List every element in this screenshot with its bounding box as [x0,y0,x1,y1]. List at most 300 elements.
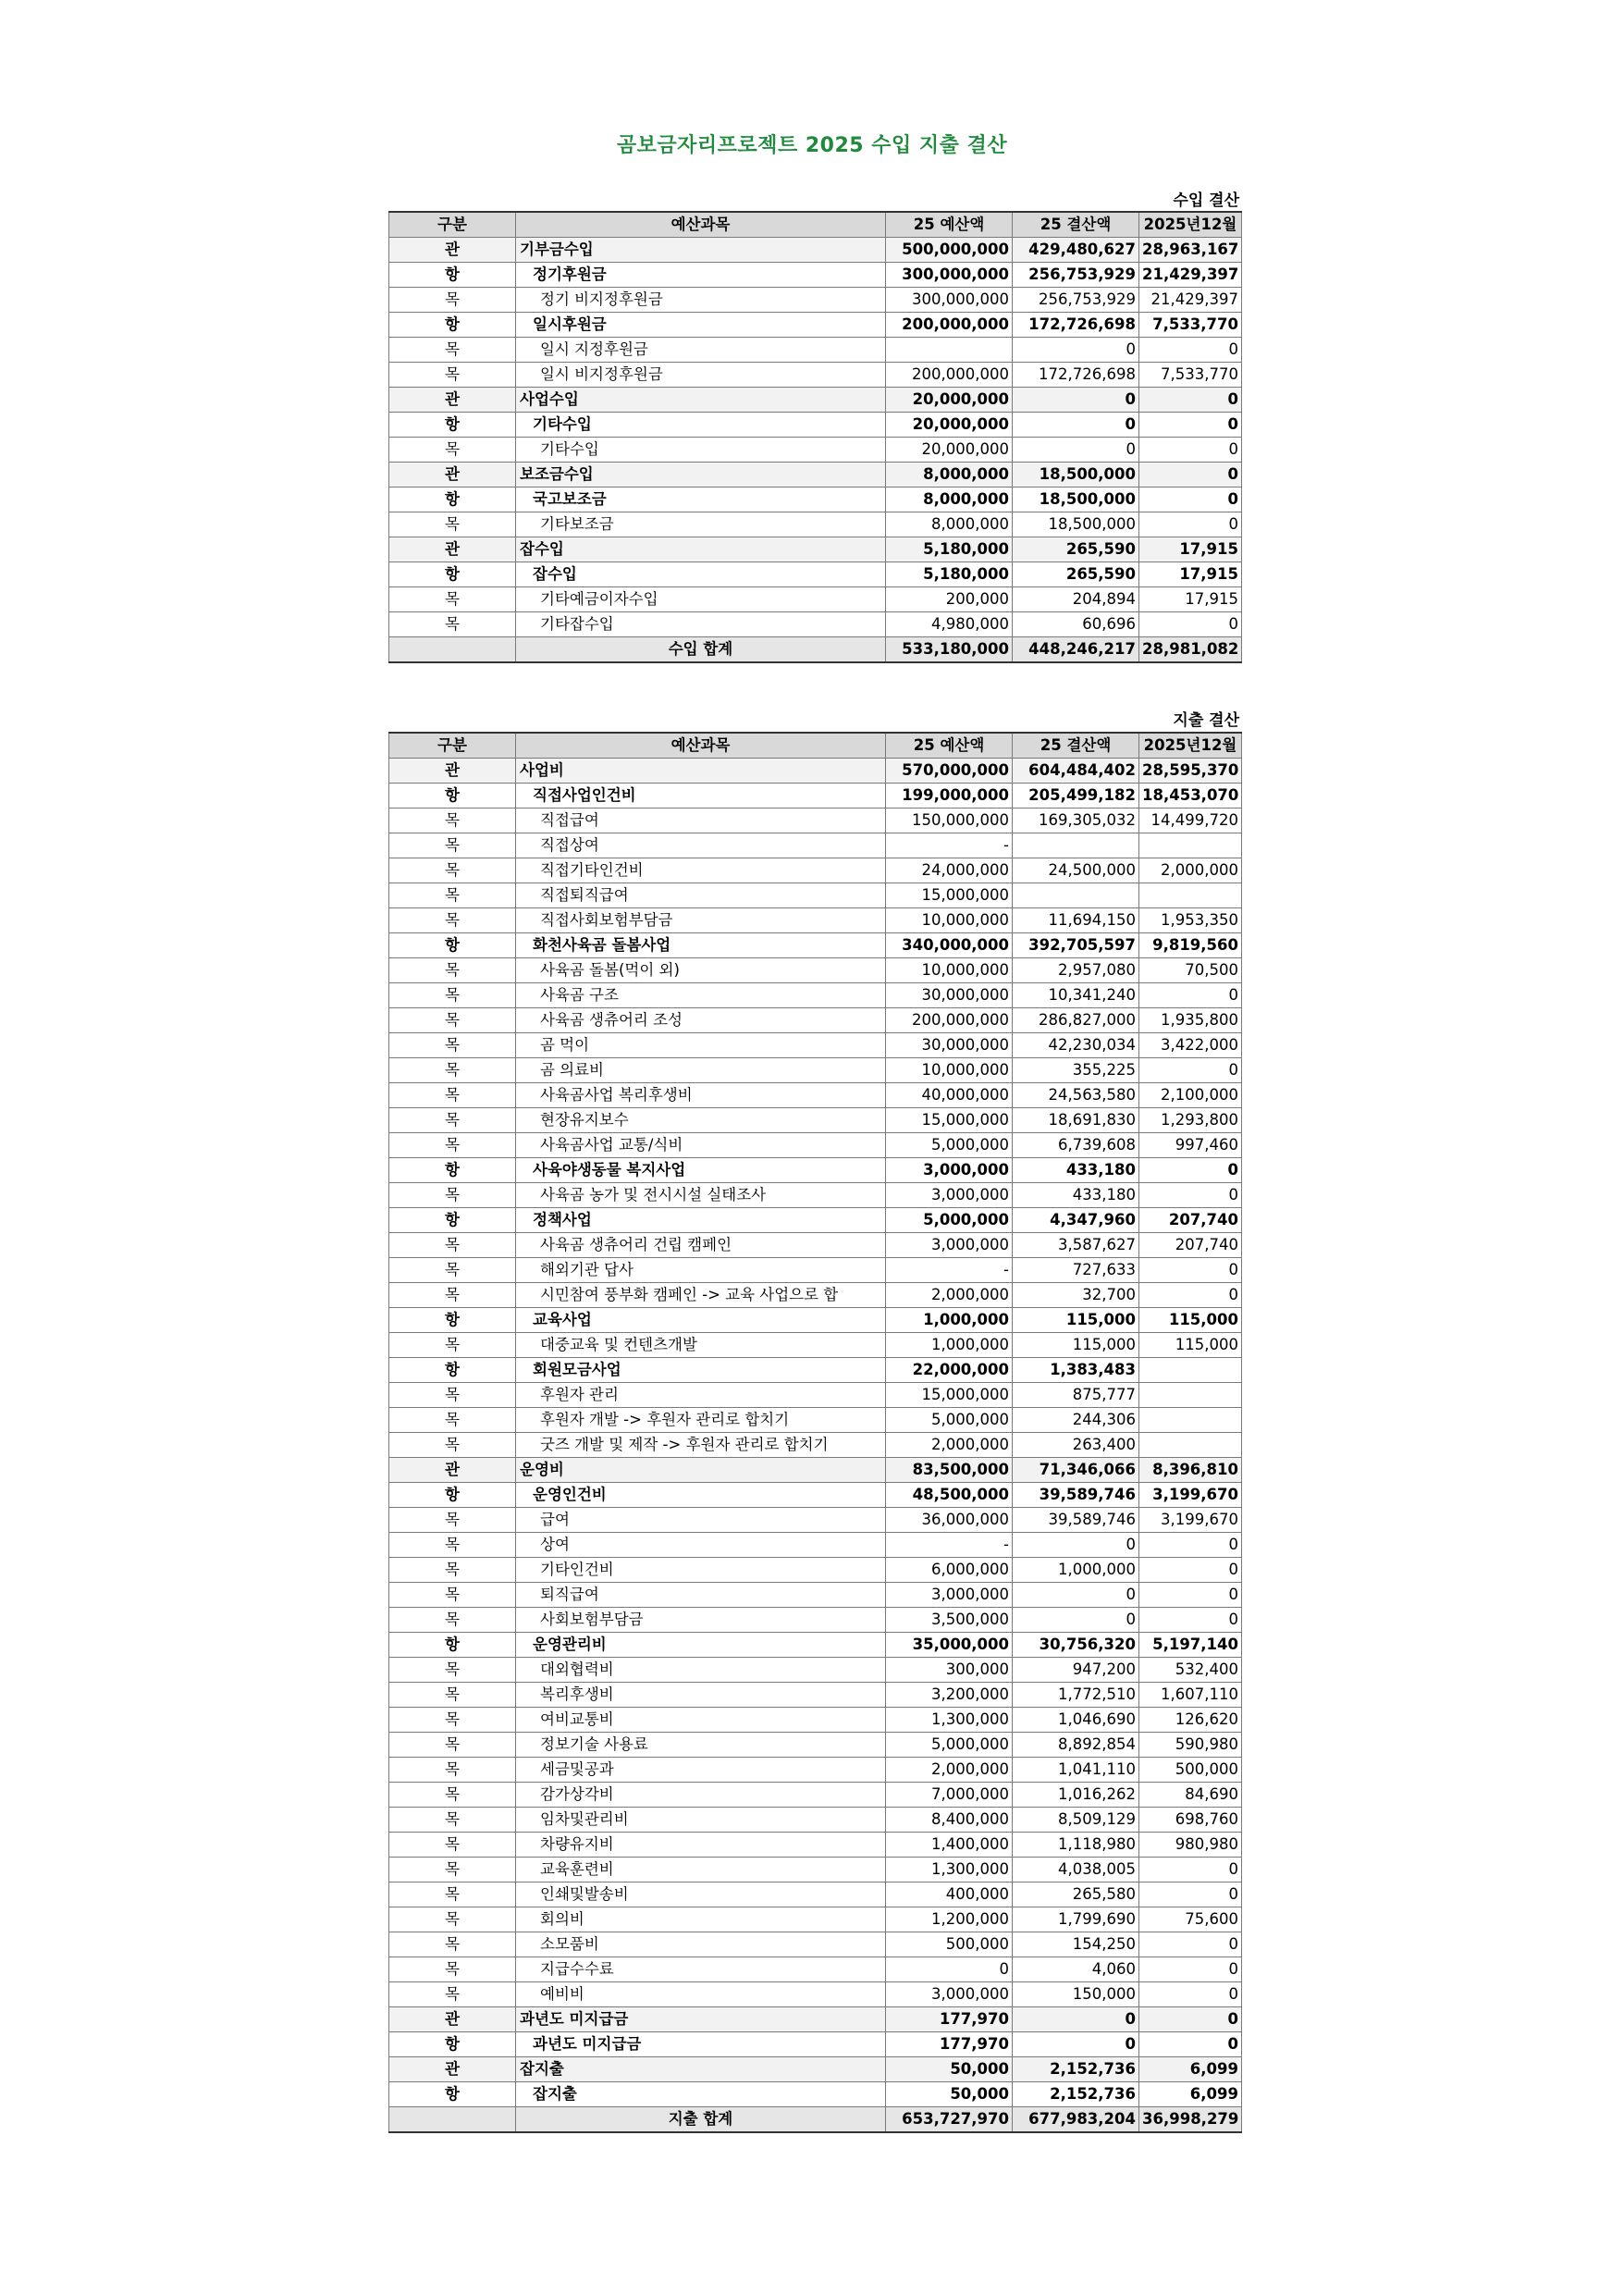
subject-cell: 회의비 [516,1907,886,1932]
settled-cell: 18,500,000 [1013,512,1139,537]
budget-cell: 3,000,000 [886,1583,1013,1608]
settled-cell: 18,500,000 [1013,488,1139,512]
month-cell: 0 [1139,2032,1242,2057]
budget-cell: 8,000,000 [886,463,1013,488]
subject-cell: 사육곰 농가 및 전시시설 실태조사 [516,1183,886,1208]
expense-table-row [389,1733,1242,1758]
subject-cell: 일시후원금 [516,313,886,338]
month-cell: 0 [1139,1858,1242,1882]
settled-cell: 0 [1013,388,1139,413]
settled-cell: 4,060 [1013,1957,1139,1982]
settled-cell: 10,341,240 [1013,983,1139,1008]
level-cell: 목 [389,338,516,363]
expense-table-row [389,1683,1242,1708]
month-cell: 0 [1139,1158,1242,1183]
total-budget: 533,180,000 [886,637,1013,663]
subject-cell: 사육곰 돌봄(먹이 외) [516,958,886,983]
subject-cell: 일시 비지정후원금 [516,363,886,388]
settled-cell: 32,700 [1013,1283,1139,1308]
settled-cell: 2,152,736 [1013,2057,1139,2082]
settled-cell: 1,118,980 [1013,1833,1139,1858]
level-cell: 항 [389,1633,516,1658]
settled-cell: 42,230,034 [1013,1033,1139,1058]
budget-cell: 20,000,000 [886,413,1013,438]
month-cell: 0 [1139,1258,1242,1283]
subject-cell: 교육훈련비 [516,1858,886,1882]
expense-table-row [389,883,1242,908]
income-section-label: 수입 결산 [1173,191,1239,210]
expense-table-row [389,1858,1242,1882]
level-cell: 목 [389,1558,516,1583]
budget-cell: - [886,1533,1013,1558]
expense-table-row [389,759,1242,784]
settled-cell: 6,739,608 [1013,1133,1139,1158]
month-cell: 0 [1139,1058,1242,1083]
month-cell: 980,980 [1139,1833,1242,1858]
month-cell: 698,760 [1139,1808,1242,1833]
budget-cell: 4,980,000 [886,612,1013,637]
subject-cell: 여비교통비 [516,1708,886,1733]
budget-cell: 570,000,000 [886,759,1013,784]
subject-cell: 일시 지정후원금 [516,338,886,363]
budget-cell: 8,000,000 [886,512,1013,537]
settled-cell: 71,346,066 [1013,1458,1139,1483]
expense-table-row [389,1083,1242,1108]
budget-cell: - [886,833,1013,858]
expense-table-row [389,933,1242,958]
subject-cell: 정책사업 [516,1208,886,1233]
subject-cell: 국고보조금 [516,488,886,512]
budget-cell: 20,000,000 [886,388,1013,413]
level-cell: 항 [389,784,516,809]
budget-cell: 200,000,000 [886,1008,1013,1033]
income-table-row [389,612,1242,637]
expense-table-row [389,1533,1242,1558]
header-month: 2025년12월 [1139,733,1242,759]
month-cell: 115,000 [1139,1308,1242,1333]
level-cell: 관 [389,2007,516,2032]
income-table-row [389,488,1242,512]
budget-cell: 15,000,000 [886,883,1013,908]
month-cell: 1,607,110 [1139,1683,1242,1708]
subject-cell: 세금및공과 [516,1758,886,1783]
settled-cell: 24,563,580 [1013,1083,1139,1108]
settled-cell: 39,589,746 [1013,1483,1139,1508]
month-cell: 115,000 [1139,1333,1242,1358]
month-cell: 3,199,670 [1139,1483,1242,1508]
settled-cell: 154,250 [1013,1932,1139,1957]
level-cell: 목 [389,1258,516,1283]
month-cell [1139,1383,1242,1408]
budget-cell: 5,180,000 [886,537,1013,562]
month-cell: 0 [1139,983,1242,1008]
subject-cell: 화천사육곰 돌봄사업 [516,933,886,958]
subject-cell: 기타예금이자수입 [516,587,886,612]
settled-cell: 60,696 [1013,612,1139,637]
header-budget: 25 예산액 [886,212,1013,238]
level-cell: 목 [389,1108,516,1133]
settled-cell: 0 [1013,413,1139,438]
income-header-row [389,212,1242,238]
subject-cell: 기타잡수입 [516,612,886,637]
subject-cell: 상여 [516,1533,886,1558]
budget-cell: 10,000,000 [886,1058,1013,1083]
expense-table-row [389,1358,1242,1383]
month-cell: 0 [1139,1583,1242,1608]
budget-cell: 24,000,000 [886,858,1013,883]
subject-cell: 퇴직급여 [516,1583,886,1608]
settled-cell: 0 [1013,338,1139,363]
expense-table [388,732,1242,2133]
subject-cell: 복리후생비 [516,1683,886,1708]
month-cell: 75,600 [1139,1907,1242,1932]
expense-table-row [389,1558,1242,1583]
level-cell: 목 [389,1283,516,1308]
expense-table-row [389,1408,1242,1433]
month-cell: 0 [1139,438,1242,463]
month-cell: 0 [1139,1183,1242,1208]
subject-cell: 정기후원금 [516,263,886,288]
settled-cell: 1,041,110 [1013,1758,1139,1783]
budget-cell: 199,000,000 [886,784,1013,809]
settled-cell: 433,180 [1013,1183,1139,1208]
month-cell: 500,000 [1139,1758,1242,1783]
subject-cell: 교육사업 [516,1308,886,1333]
document-title: 곰보금자리프로젝트 2025 수입 지출 결산 [616,134,1008,157]
level-cell: 목 [389,512,516,537]
settled-cell: 1,016,262 [1013,1783,1139,1808]
settled-cell: 1,000,000 [1013,1558,1139,1583]
subject-cell: 기타수입 [516,413,886,438]
budget-cell: 7,000,000 [886,1783,1013,1808]
expense-table-row [389,1458,1242,1483]
settled-cell: 355,225 [1013,1058,1139,1083]
header-subject: 예산과목 [516,212,886,238]
month-cell: 1,293,800 [1139,1108,1242,1133]
expense-table-row [389,1283,1242,1308]
income-table-row [389,537,1242,562]
budget-cell: 500,000,000 [886,238,1013,263]
subject-cell: 소모품비 [516,1932,886,1957]
month-cell [1139,1433,1242,1458]
settled-cell: 0 [1013,438,1139,463]
budget-cell: - [886,1258,1013,1283]
expense-table-row [389,1108,1242,1133]
budget-cell: 35,000,000 [886,1633,1013,1658]
month-cell: 18,453,070 [1139,784,1242,809]
subject-cell: 과년도 미지급금 [516,2007,886,2032]
budget-cell: 300,000,000 [886,288,1013,313]
level-cell: 항 [389,1308,516,1333]
month-cell: 14,499,720 [1139,809,1242,833]
budget-cell: 300,000 [886,1658,1013,1683]
settled-cell: 0 [1013,1608,1139,1633]
settled-cell: 18,691,830 [1013,1108,1139,1133]
subject-cell: 사육곰 생츄어리 건립 캠페인 [516,1233,886,1258]
level-cell: 목 [389,1133,516,1158]
expense-table-row [389,1907,1242,1932]
level-cell: 목 [389,438,516,463]
settled-cell: 947,200 [1013,1658,1139,1683]
expense-table-row [389,1233,1242,1258]
subject-cell: 잡수입 [516,562,886,587]
month-cell: 0 [1139,1932,1242,1957]
settled-cell: 39,589,746 [1013,1508,1139,1533]
settled-cell: 24,500,000 [1013,858,1139,883]
settled-cell: 4,347,960 [1013,1208,1139,1233]
budget-cell: 15,000,000 [886,1383,1013,1408]
income-table-row [389,587,1242,612]
budget-cell: 2,000,000 [886,1758,1013,1783]
level-cell: 목 [389,1783,516,1808]
header-gubun: 구분 [389,733,516,759]
month-cell: 0 [1139,1558,1242,1583]
subject-cell: 직접기타인건비 [516,858,886,883]
total-blank-cell [389,2107,516,2133]
subject-cell: 지급수수료 [516,1957,886,1982]
settled-cell: 0 [1013,2007,1139,2032]
settled-cell: 256,753,929 [1013,263,1139,288]
expense-table-row [389,1833,1242,1858]
budget-cell: 83,500,000 [886,1458,1013,1483]
settled-cell: 1,383,483 [1013,1358,1139,1383]
budget-cell: 340,000,000 [886,933,1013,958]
budget-cell: 30,000,000 [886,1033,1013,1058]
income-table [388,211,1242,663]
budget-cell: 50,000 [886,2057,1013,2082]
settled-cell: 172,726,698 [1013,363,1139,388]
level-cell: 목 [389,1433,516,1458]
settled-cell: 169,305,032 [1013,809,1139,833]
budget-cell: 5,180,000 [886,562,1013,587]
month-cell [1139,1408,1242,1433]
settled-cell: 265,590 [1013,537,1139,562]
budget-cell: 3,000,000 [886,1233,1013,1258]
subject-cell: 직접사회보험부담금 [516,908,886,933]
level-cell: 목 [389,1907,516,1932]
level-cell: 관 [389,2057,516,2082]
settled-cell: 2,152,736 [1013,2082,1139,2107]
budget-cell: 5,000,000 [886,1133,1013,1158]
settled-cell: 265,580 [1013,1882,1139,1907]
expense-table-row [389,1932,1242,1957]
budget-cell: 10,000,000 [886,908,1013,933]
expense-table-row [389,809,1242,833]
level-cell: 항 [389,2082,516,2107]
settled-cell [1013,883,1139,908]
month-cell: 590,980 [1139,1733,1242,1758]
subject-cell: 해외기관 답사 [516,1258,886,1283]
level-cell: 항 [389,2032,516,2057]
level-cell: 항 [389,488,516,512]
settled-cell: 0 [1013,1533,1139,1558]
settled-cell: 0 [1013,2032,1139,2057]
settled-cell: 286,827,000 [1013,1008,1139,1033]
subject-cell: 인쇄및발송비 [516,1882,886,1907]
month-cell: 9,819,560 [1139,933,1242,958]
expense-table-row [389,908,1242,933]
subject-cell: 기타인건비 [516,1558,886,1583]
level-cell: 목 [389,1083,516,1108]
level-cell: 목 [389,1008,516,1033]
level-cell: 목 [389,833,516,858]
subject-cell: 보조금수입 [516,463,886,488]
subject-cell: 직접퇴직급여 [516,883,886,908]
expense-table-row [389,1133,1242,1158]
subject-cell: 대외협력비 [516,1658,886,1683]
settled-cell: 433,180 [1013,1158,1139,1183]
expense-table-row [389,784,1242,809]
settled-cell: 4,038,005 [1013,1858,1139,1882]
expense-table-row [389,1158,1242,1183]
level-cell: 목 [389,1957,516,1982]
header-budget: 25 예산액 [886,733,1013,759]
month-cell: 0 [1139,1608,1242,1633]
expense-table-row [389,2082,1242,2107]
month-cell: 17,915 [1139,537,1242,562]
month-cell: 0 [1139,1533,1242,1558]
subject-cell: 급여 [516,1508,886,1533]
header-subject: 예산과목 [516,733,886,759]
subject-cell: 잡수입 [516,537,886,562]
level-cell: 목 [389,1058,516,1083]
budget-cell: 3,000,000 [886,1183,1013,1208]
settled-cell: 1,046,690 [1013,1708,1139,1733]
subject-cell: 직접상여 [516,833,886,858]
subject-cell: 과년도 미지급금 [516,2032,886,2057]
expense-table-row [389,1208,1242,1233]
level-cell: 항 [389,1158,516,1183]
level-cell: 목 [389,1733,516,1758]
expense-table-row [389,833,1242,858]
level-cell: 관 [389,1458,516,1483]
level-cell: 항 [389,933,516,958]
expense-table-row [389,1882,1242,1907]
budget-cell: 200,000 [886,587,1013,612]
budget-cell: 8,400,000 [886,1808,1013,1833]
subject-cell: 곰 의료비 [516,1058,886,1083]
income-total-row [389,637,1242,663]
expense-table-row [389,1658,1242,1683]
level-cell: 목 [389,1533,516,1558]
level-cell: 목 [389,958,516,983]
month-cell [1139,1358,1242,1383]
income-table-row [389,463,1242,488]
settled-cell: 11,694,150 [1013,908,1139,933]
month-cell: 0 [1139,388,1242,413]
subject-cell: 정보기술 사용료 [516,1733,886,1758]
month-cell: 0 [1139,1283,1242,1308]
level-cell: 목 [389,1882,516,1907]
month-cell: 0 [1139,463,1242,488]
month-cell: 6,099 [1139,2057,1242,2082]
month-cell: 17,915 [1139,587,1242,612]
settled-cell: 18,500,000 [1013,463,1139,488]
level-cell: 목 [389,1608,516,1633]
level-cell: 목 [389,1708,516,1733]
month-cell: 6,099 [1139,2082,1242,2107]
subject-cell: 사육곰 생츄어리 조성 [516,1008,886,1033]
header-settled: 25 결산액 [1013,212,1139,238]
month-cell: 207,740 [1139,1233,1242,1258]
level-cell: 관 [389,463,516,488]
month-cell: 0 [1139,1982,1242,2007]
expense-section-label: 지출 결산 [1173,711,1239,730]
income-table-row [389,413,1242,438]
settled-cell: 8,509,129 [1013,1808,1139,1833]
level-cell: 목 [389,1683,516,1708]
settled-cell: 205,499,182 [1013,784,1139,809]
month-cell: 0 [1139,413,1242,438]
expense-table-row [389,858,1242,883]
month-cell: 7,533,770 [1139,363,1242,388]
expense-table-row [389,1982,1242,2007]
month-cell: 532,400 [1139,1658,1242,1683]
month-cell: 28,595,370 [1139,759,1242,784]
level-cell: 목 [389,1583,516,1608]
income-table-row [389,363,1242,388]
month-cell: 3,199,670 [1139,1508,1242,1533]
level-cell: 관 [389,388,516,413]
level-cell: 목 [389,1758,516,1783]
budget-cell: 10,000,000 [886,958,1013,983]
budget-cell: 20,000,000 [886,438,1013,463]
budget-cell: 3,200,000 [886,1683,1013,1708]
level-cell: 항 [389,263,516,288]
expense-table-row [389,1008,1242,1033]
level-cell: 목 [389,908,516,933]
level-cell: 목 [389,1932,516,1957]
level-cell: 목 [389,983,516,1008]
settled-cell: 172,726,698 [1013,313,1139,338]
budget-cell: 177,970 [886,2007,1013,2032]
level-cell: 항 [389,313,516,338]
total-settled: 677,983,204 [1013,2107,1139,2133]
month-cell: 0 [1139,612,1242,637]
level-cell: 항 [389,1208,516,1233]
month-cell: 207,740 [1139,1208,1242,1233]
month-cell: 8,396,810 [1139,1458,1242,1483]
level-cell: 목 [389,1408,516,1433]
settled-cell: 30,756,320 [1013,1633,1139,1658]
level-cell: 목 [389,1233,516,1258]
subject-cell: 사회보험부담금 [516,1608,886,1633]
budget-cell: 1,400,000 [886,1833,1013,1858]
level-cell: 목 [389,1183,516,1208]
expense-table-row [389,1708,1242,1733]
budget-cell: 177,970 [886,2032,1013,2057]
level-cell: 항 [389,1483,516,1508]
income-table-row [389,313,1242,338]
total-label: 지출 합계 [516,2107,886,2133]
level-cell: 목 [389,363,516,388]
subject-cell: 감가상각비 [516,1783,886,1808]
level-cell: 관 [389,759,516,784]
settled-cell: 8,892,854 [1013,1733,1139,1758]
budget-cell [886,338,1013,363]
budget-cell: 5,000,000 [886,1733,1013,1758]
budget-cell: 1,300,000 [886,1858,1013,1882]
expense-table-row [389,2007,1242,2032]
income-table-row [389,562,1242,587]
month-cell: 0 [1139,488,1242,512]
level-cell: 목 [389,1658,516,1683]
subject-cell: 사육곰 구조 [516,983,886,1008]
budget-cell: 2,000,000 [886,1283,1013,1308]
month-cell: 5,197,140 [1139,1633,1242,1658]
budget-cell: 50,000 [886,2082,1013,2107]
subject-cell: 기부금수입 [516,238,886,263]
